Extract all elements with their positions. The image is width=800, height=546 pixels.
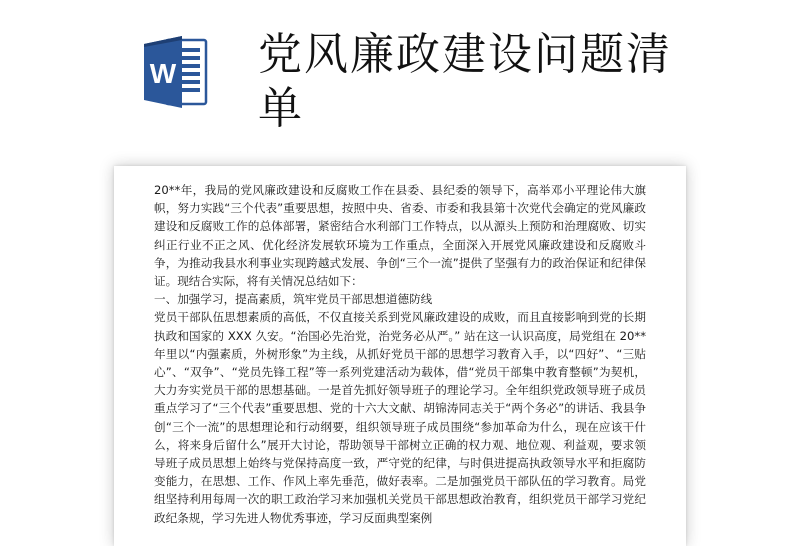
- header: [0, 0, 800, 160]
- document-title: 党风廉政建设问题清单: [258, 29, 672, 134]
- word-document-icon: [144, 34, 208, 110]
- svg-text:W: W: [149, 58, 177, 89]
- intro-paragraph: 20**年，我局的党风廉政建设和反腐败工作在县委、县纪委的领导下，高举邓小平理论伟大旗帜，努力实践“三个代表”重要思想，按照中央、省委、市委和我县第十次党代会确定的党风廉政建设和反腐败工作的总体部署，紧密结合水利部门工作特点，以从源头上预防和治理腐败、切实纠正行业不正之风、优化经济发展软环境为工作重点，全面深入开展党风廉政建设和反腐败斗争，为推动我县水利事业实现跨越式发展、争创“三个一流”提供了坚强有力的政治保证和纪律保证。现结合实际，将有关情况总结如下：: [154, 183, 646, 289]
- section-heading: 一、加强学习，提高素质，筑牢党员干部思想道德防线: [154, 292, 433, 307]
- body-paragraph: 党员干部队伍思想素质的高低，不仅直接关系到党风廉政建设的成败，而且直接影响到党的长期执政和国家的 XXX 久安。“治国必先治党，治党务必从严。” 站在这一认识高度，局党组在 20**年里以“内强素质，外树形象”为主线，从抓好党员干部的思想学习教育入手，以“四好”、“三贴心”、“双争”、“党员先锋工程”等一系列党建活动为载体，借“党员干部集中教育整顿”为契机，大力夯实党员干部的思想基础。一是首先抓好领导班子的理论学习。全年组织党政领导班子成员重点学习了“三个代表”重要思想、党的十六大文献、胡锦涛同志关于“两个务必”的讲话、我县争创“三个一流”的思想理论和行动纲要，组织领导班子成员围绕“参加革命为什么，现在应该干什么，将来身后留什么”展开大讨论，帮助领导干部树立正确的权力观、地位观、利益观，要求领导班子成员思想上始终与党保持高度一致，严守党的纪律，与时俱进提高执政领导水平和拒腐防变能力，在思想、工作、作风上率先垂范，做好表率。二是加强党员干部队伍的学习教育。局党组坚持利用每周一次的职工政治学习来加强机关党员干部思想政治教育，组织党员干部学习党纪政纪条规，学习先进人物优秀事迹，学习反面典型案例: [154, 310, 646, 525]
- document-body: [154, 181, 646, 526]
